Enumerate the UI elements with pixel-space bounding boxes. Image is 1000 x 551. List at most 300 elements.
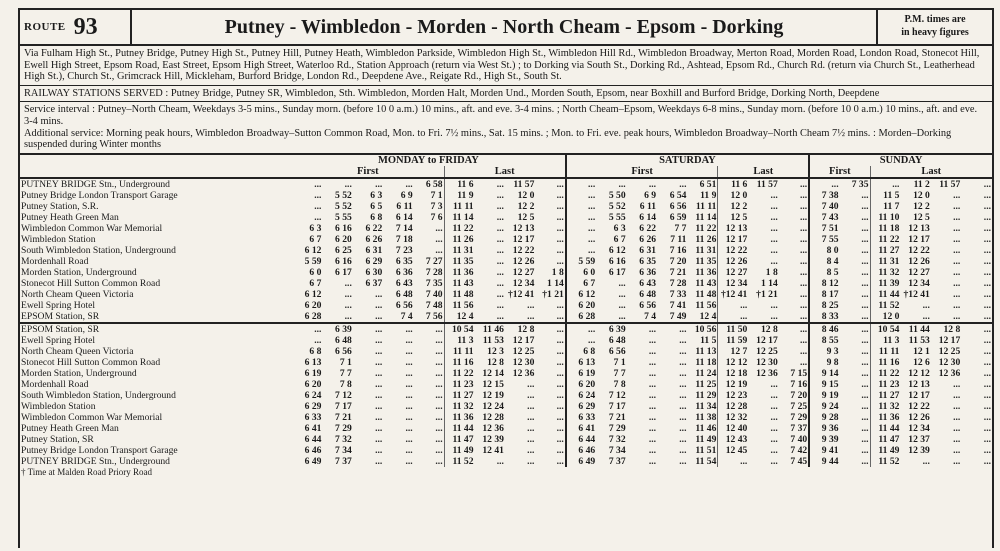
time-cell: ... — [679, 422, 687, 434]
time-cell: 12 36 — [756, 367, 778, 379]
time-cell: 12 34 — [908, 277, 930, 289]
time-cell: 11 18 — [695, 356, 717, 368]
time-cell: ... — [353, 178, 383, 190]
time-cell: 12 17 — [512, 334, 535, 346]
time-cell: 12 24 — [482, 400, 504, 412]
time-cell: 11 9 — [444, 190, 474, 201]
time-cell: 11 49 — [870, 445, 900, 456]
time-cell: 7 25 — [790, 400, 808, 412]
time-cell: 5 52 — [335, 200, 352, 212]
stop-name: Putney Heath Green Man — [21, 422, 119, 434]
time-cell: 5 59 — [304, 255, 322, 267]
time-cell: ... — [861, 444, 869, 456]
days-row — [20, 155, 992, 166]
time-cell: 6 56 — [335, 345, 352, 357]
time-cell: 6 20 — [566, 379, 596, 390]
service-interval: Service interval : Putney–North Cheam, Weekdays 3-5 mins., Sunday morn. (before 10 0 a.m.) 10 mins., aft. and eve. 3-4 mins. ; North Cheam–Epsom, Weekdays 6-8 mins., Sunday morn. (before 10 0 a.m.) 10 mins., aft. and eve. 3-4 mins. — [24, 104, 978, 127]
time-cell: ... — [375, 356, 383, 368]
time-cell: 7 20 — [669, 255, 687, 267]
time-cell: ... — [861, 266, 869, 278]
time-cell: 11 5 — [700, 334, 717, 346]
time-cell: ... — [435, 378, 443, 390]
time-cell: ... — [314, 189, 322, 201]
time-cell: 7 11 — [670, 233, 687, 245]
time-cell: ... — [953, 389, 961, 401]
time-cell: 6 26 — [639, 233, 657, 245]
time-cell: ... — [566, 178, 596, 190]
time-cell: 12 7 — [718, 346, 748, 357]
table-row — [20, 423, 992, 434]
group-heading-first: First — [566, 166, 718, 178]
time-cell: ... — [383, 178, 413, 190]
time-cell: 5 50 — [608, 189, 626, 201]
time-cell: 7 40 — [809, 201, 839, 212]
time-cell: ... — [566, 245, 596, 256]
time-cell: 6 56 — [608, 345, 626, 357]
time-cell: 6 16 — [608, 255, 626, 267]
table-row — [20, 434, 992, 445]
time-cell: 1 14 — [547, 277, 564, 289]
time-cell: ... — [861, 378, 869, 390]
timetable — [20, 155, 992, 478]
time-cell: †12 41 — [507, 288, 535, 300]
time-cell: 12 0 — [870, 311, 900, 323]
time-cell: ... — [983, 400, 991, 412]
table-row — [20, 178, 992, 190]
time-cell: 11 35 — [444, 256, 474, 267]
time-cell: ... — [648, 411, 657, 423]
time-cell: ... — [861, 455, 869, 467]
stop-name: Wimbledon Station — [21, 233, 96, 245]
time-cell: ... — [983, 389, 991, 401]
time-cell: 11 44 — [444, 423, 474, 434]
time-cell: †12 41 — [718, 289, 748, 300]
time-cell: ... — [435, 433, 443, 445]
time-cell: 11 56 — [444, 300, 474, 311]
time-cell: 11 32 — [870, 267, 900, 278]
time-cell: ... — [496, 189, 504, 201]
time-cell: 7 40 — [425, 288, 443, 300]
time-cell: ... — [861, 288, 869, 300]
time-cell: ... — [770, 411, 778, 423]
time-cell: 12 2 — [517, 200, 535, 212]
time-cell: 7 12 — [335, 389, 352, 401]
time-cell: 11 36 — [695, 266, 717, 278]
time-cell: 6 46 — [566, 445, 596, 456]
time-cell: 11 50 — [718, 323, 748, 335]
time-cell: ... — [375, 288, 383, 300]
time-cell: 6 12 — [304, 244, 322, 256]
time-cell: ... — [556, 367, 564, 379]
time-cell: 12 17 — [908, 389, 930, 401]
time-cell: 6 29 — [365, 255, 383, 267]
time-cell: ... — [375, 310, 383, 322]
time-cell: ... — [435, 356, 443, 368]
time-cell: ... — [679, 345, 687, 357]
time-cell: ... — [861, 367, 869, 379]
time-cell: 7 34 — [335, 444, 352, 456]
time-cell: 7 27 — [425, 255, 443, 267]
time-cell: 12 26 — [512, 255, 535, 267]
table-row — [20, 311, 992, 323]
time-cell: ... — [292, 178, 322, 190]
time-cell: 12 0 — [913, 189, 930, 201]
time-cell: 6 37 — [365, 277, 383, 289]
time-cell: ... — [922, 455, 930, 467]
time-cell: 6 36 — [639, 266, 657, 278]
time-cell: ... — [679, 400, 687, 412]
time-cell: 7 16 — [669, 244, 687, 256]
time-cell: ... — [496, 211, 504, 223]
time-cell: ... — [840, 323, 870, 335]
time-cell: 7 17 — [608, 400, 626, 412]
time-cell: 9 3 — [809, 346, 839, 357]
time-cell: 11 11 — [444, 346, 474, 357]
time-cell: 12 12 — [908, 367, 930, 379]
table-row — [20, 323, 992, 335]
time-cell: ... — [405, 433, 413, 445]
time-cell: ... — [527, 455, 535, 467]
time-cell: 11 46 — [695, 422, 717, 434]
time-cell: 7 7 — [613, 367, 626, 379]
table-row — [20, 368, 992, 379]
time-cell: 11 52 — [870, 300, 900, 311]
time-cell: 11 34 — [695, 400, 717, 412]
time-cell: 11 23 — [444, 379, 474, 390]
time-cell: ... — [983, 367, 991, 379]
time-cell: ... — [861, 433, 869, 445]
time-cell: ... — [556, 189, 564, 201]
time-cell: 11 57 — [748, 178, 778, 190]
time-cell: 6 33 — [304, 411, 322, 423]
time-cell: 7 33 — [669, 288, 687, 300]
time-cell: 6 12 — [566, 289, 596, 300]
time-cell: ... — [618, 299, 626, 311]
time-cell: ... — [861, 310, 869, 322]
time-cell: 11 46 — [475, 323, 505, 335]
time-cell: ... — [375, 411, 383, 423]
time-cell: 7 28 — [425, 266, 443, 278]
time-cell: 6 26 — [365, 233, 383, 245]
time-cell: 11 52 — [444, 456, 474, 467]
time-cell: ... — [799, 277, 808, 289]
time-cell: 12 30 — [512, 356, 535, 368]
time-cell: 11 47 — [444, 434, 474, 445]
time-cell: 6 36 — [395, 266, 413, 278]
time-cell: 6 28 — [304, 310, 322, 322]
time-cell: 7 49 — [669, 310, 687, 322]
stop-name: Wimbledon Common War Memorial — [21, 222, 163, 234]
time-cell: 12 17 — [718, 234, 748, 245]
time-cell: ... — [496, 233, 504, 245]
time-cell: 6 7 — [566, 278, 596, 289]
time-cell: ... — [983, 200, 991, 212]
time-cell: 12 36 — [512, 367, 535, 379]
time-cell: ... — [679, 378, 687, 390]
time-cell: 11 36 — [444, 412, 474, 423]
time-cell: 6 20 — [304, 378, 322, 390]
time-cell: ... — [556, 433, 564, 445]
stop-name: Morden Station, Underground — [21, 266, 137, 278]
time-cell: 7 35 — [840, 178, 870, 190]
stop-name: Stonecot Hill Sutton Common Road — [21, 356, 161, 368]
time-cell: ... — [770, 455, 778, 467]
time-cell: ... — [618, 288, 626, 300]
time-cell: ... — [566, 190, 596, 201]
time-cell: 8 25 — [809, 300, 839, 311]
time-cell: †12 41 — [903, 288, 930, 300]
time-cell: ... — [799, 356, 808, 368]
pm-note-line1: P.M. times are — [904, 14, 966, 25]
time-cell: ... — [435, 411, 443, 423]
time-cell: 8 12 — [809, 278, 839, 289]
time-cell: ... — [770, 310, 778, 322]
time-cell: 11 22 — [444, 368, 474, 379]
time-cell: 6 43 — [395, 277, 413, 289]
time-cell: ... — [983, 422, 991, 434]
time-cell: ... — [292, 323, 322, 335]
time-cell: 12 6 — [913, 356, 930, 368]
time-cell: ... — [983, 356, 991, 368]
time-cell: ... — [353, 323, 383, 335]
table-row — [20, 223, 992, 234]
time-cell: 12 40 — [718, 423, 748, 434]
time-cell: ... — [648, 389, 657, 401]
stop-name: Stonecot Hill Sutton Common Road — [21, 277, 161, 289]
time-cell: 1 8 — [551, 266, 564, 278]
time-cell: ... — [679, 411, 687, 423]
time-cell: 11 36 — [444, 267, 474, 278]
time-cell: ... — [953, 277, 961, 289]
time-cell: ... — [375, 389, 383, 401]
time-cell: 11 9 — [700, 189, 717, 201]
time-cell: 7 8 — [339, 378, 352, 390]
time-cell: 6 8 — [566, 346, 596, 357]
time-cell: 6 11 — [396, 200, 413, 212]
time-cell: ... — [405, 367, 413, 379]
time-cell: 6 14 — [639, 211, 657, 223]
time-cell: ... — [648, 334, 657, 346]
time-cell: ... — [383, 323, 413, 335]
time-cell: 11 48 — [695, 288, 717, 300]
time-cell: 12 39 — [908, 444, 930, 456]
time-cell: ... — [405, 378, 413, 390]
time-cell: 7 42 — [790, 444, 808, 456]
time-cell: ... — [861, 255, 869, 267]
time-cell: ... — [405, 400, 413, 412]
time-cell: ... — [435, 455, 443, 467]
time-cell: 7 1 — [339, 356, 352, 368]
time-cell: 11 27 — [444, 390, 474, 401]
time-cell: ... — [953, 189, 961, 201]
time-cell: ... — [322, 178, 352, 190]
time-cell: ... — [861, 211, 869, 223]
time-cell: 6 14 — [395, 211, 413, 223]
time-cell: 12 37 — [908, 433, 930, 445]
stop-name: Mordenhall Road — [21, 255, 89, 267]
time-cell: 12 14 — [482, 367, 504, 379]
time-cell: 12 13 — [908, 222, 930, 234]
time-cell: 6 44 — [304, 433, 322, 445]
time-cell: 6 3 — [370, 189, 383, 201]
time-cell: 8 0 — [809, 245, 839, 256]
time-cell: ... — [566, 323, 596, 335]
time-cell: ... — [496, 455, 504, 467]
stop-name: North Cheam Queen Victoria — [21, 345, 134, 357]
time-cell: 6 0 — [566, 267, 596, 278]
time-cell: 12 30 — [756, 356, 778, 368]
time-cell: ... — [679, 367, 687, 379]
time-cell: ... — [375, 422, 383, 434]
time-cell: ... — [556, 378, 564, 390]
time-cell: ... — [556, 222, 564, 234]
group-row — [20, 166, 992, 178]
time-cell: ... — [809, 178, 839, 190]
table-row — [20, 379, 992, 390]
time-cell: ... — [799, 211, 808, 223]
stop-name: EPSOM Station, SR — [20, 323, 292, 335]
time-cell: 8 55 — [809, 335, 839, 346]
time-cell: 8 17 — [809, 289, 839, 300]
time-cell: 12 27 — [718, 267, 748, 278]
time-cell: ... — [861, 277, 869, 289]
timetable-page — [18, 8, 994, 548]
time-cell: ... — [375, 367, 383, 379]
route-box — [20, 10, 132, 44]
time-cell: 12 12 — [718, 357, 748, 368]
time-cell: ... — [556, 299, 564, 311]
time-cell: 6 8 — [309, 345, 322, 357]
time-cell: ... — [556, 389, 564, 401]
time-cell: ... — [983, 266, 991, 278]
time-cell: 11 22 — [444, 223, 474, 234]
time-cell: ... — [527, 433, 535, 445]
time-cell: 12 0 — [517, 189, 535, 201]
time-cell: 7 55 — [809, 234, 839, 245]
group-heading-last: Last — [718, 166, 809, 178]
time-cell: ... — [566, 212, 596, 223]
time-cell: 10 54 — [444, 323, 474, 335]
time-cell: ... — [496, 244, 504, 256]
time-cell: ... — [961, 323, 992, 335]
time-cell: ... — [770, 299, 778, 311]
time-cell: ... — [527, 422, 535, 434]
group-blank — [20, 166, 292, 178]
time-cell: 12 22 — [908, 244, 930, 256]
time-cell: ... — [596, 178, 626, 190]
time-cell: 7 16 — [790, 378, 808, 390]
time-cell: ... — [375, 299, 383, 311]
time-cell: 5 52 — [335, 189, 352, 201]
time-cell: ... — [953, 310, 961, 322]
time-cell: 8 46 — [809, 323, 839, 335]
pm-note — [876, 10, 992, 44]
time-cell: 7 21 — [335, 411, 352, 423]
time-cell: ... — [799, 244, 808, 256]
time-cell: 7 43 — [809, 212, 839, 223]
time-cell: ... — [861, 244, 869, 256]
time-cell: 7 32 — [335, 433, 352, 445]
table-row — [20, 212, 992, 223]
table-row — [20, 357, 992, 368]
time-cell: ... — [770, 233, 778, 245]
time-cell: 12 17 — [756, 334, 778, 346]
time-cell: ... — [953, 255, 961, 267]
time-cell: ... — [770, 422, 778, 434]
time-cell: 8 33 — [809, 311, 839, 323]
time-cell: 11 16 — [870, 357, 900, 368]
time-cell: 11 11 — [444, 201, 474, 212]
stop-name: South Wimbledon Station, Underground — [21, 244, 176, 256]
time-cell: 11 3 — [444, 335, 474, 346]
time-cell: 7 1 — [430, 189, 443, 201]
table-row — [20, 234, 992, 245]
time-cell: 1 14 — [760, 277, 778, 289]
time-cell: ... — [314, 334, 322, 346]
time-cell: 6 17 — [335, 266, 352, 278]
time-cell: 7 48 — [425, 299, 443, 311]
days-blank — [20, 155, 292, 166]
time-cell: ... — [435, 367, 443, 379]
time-cell: ... — [983, 288, 991, 300]
time-cell: ... — [861, 189, 869, 201]
time-cell: 6 39 — [322, 323, 352, 335]
time-cell: ... — [779, 178, 809, 190]
time-cell: 7 21 — [669, 266, 687, 278]
time-cell: ... — [375, 433, 383, 445]
time-cell: ... — [375, 400, 383, 412]
time-cell: 11 11 — [695, 200, 717, 212]
time-cell: 12 2 — [913, 200, 930, 212]
time-cell: ... — [648, 356, 657, 368]
time-cell: 12 17 — [512, 233, 535, 245]
time-cell: 6 3 — [613, 222, 626, 234]
time-cell: 11 32 — [444, 401, 474, 412]
time-cell: 6 7 — [309, 277, 322, 289]
time-cell: ... — [922, 310, 930, 322]
time-cell: 7 29 — [608, 422, 626, 434]
time-cell: ... — [556, 200, 564, 212]
time-cell: 12 34 — [718, 278, 748, 289]
time-cell: 11 52 — [870, 456, 900, 467]
time-cell: 6 35 — [395, 255, 413, 267]
time-cell: 11 56 — [695, 299, 717, 311]
time-cell: 11 35 — [695, 255, 717, 267]
time-cell: ... — [556, 444, 564, 456]
time-cell: 11 47 — [870, 434, 900, 445]
table-row — [20, 445, 992, 456]
time-cell: 6 5 — [370, 200, 383, 212]
time-cell: 6 35 — [639, 255, 657, 267]
time-cell: 11 44 — [870, 289, 900, 300]
service-notes — [20, 102, 992, 154]
time-cell: ... — [983, 233, 991, 245]
time-cell: 12 34 — [512, 277, 535, 289]
time-cell: ... — [718, 456, 748, 467]
time-cell: 6 30 — [365, 266, 383, 278]
time-cell: 10 54 — [870, 323, 900, 335]
time-cell: ... — [983, 433, 991, 445]
time-cell: 6 24 — [304, 389, 322, 401]
time-cell: 8 4 — [809, 256, 839, 267]
time-cell: ... — [953, 411, 961, 423]
time-cell: 11 43 — [444, 278, 474, 289]
time-cell: ... — [496, 310, 504, 322]
time-cell: ... — [870, 178, 900, 190]
time-cell: 11 22 — [695, 222, 717, 234]
time-cell: 7 35 — [425, 277, 443, 289]
time-cell: ... — [799, 345, 808, 357]
